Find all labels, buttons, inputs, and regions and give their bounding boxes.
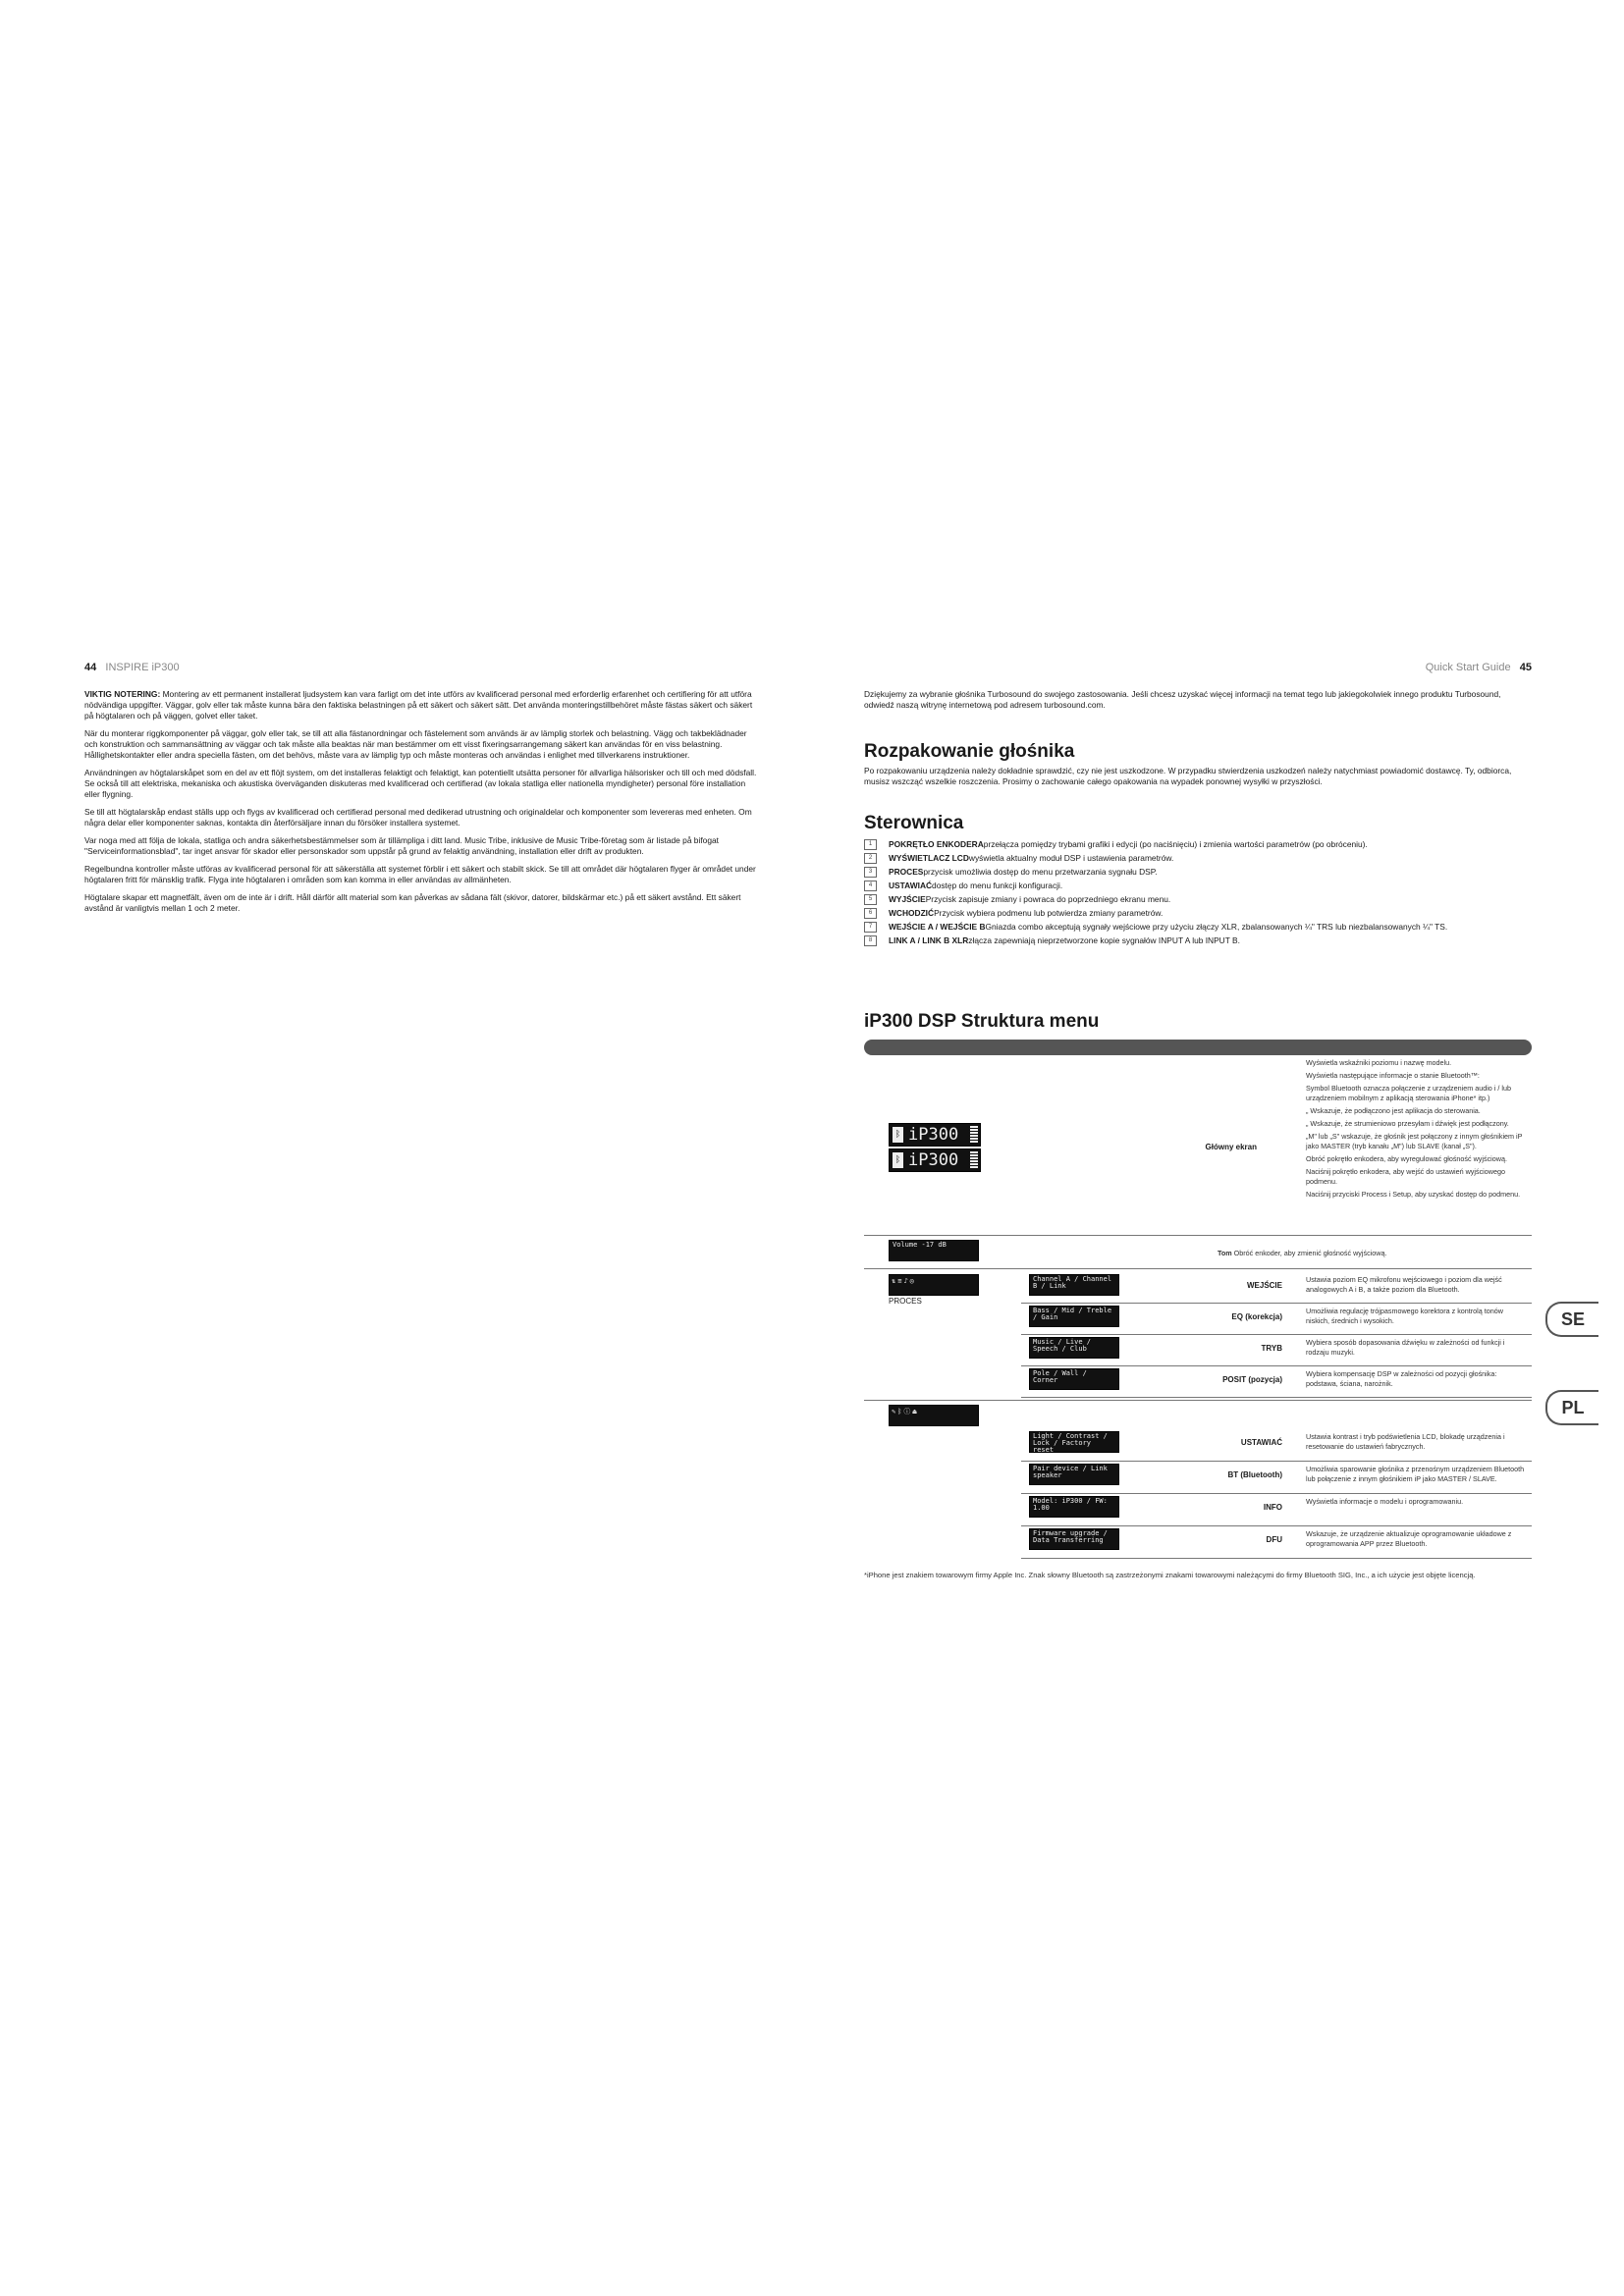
controls-heading: Sterownica: [864, 813, 964, 833]
row-divider: [1021, 1303, 1532, 1304]
submenu-label: DFU: [1266, 1535, 1282, 1544]
controls-list: [864, 837, 1532, 947]
row-divider: [1021, 1365, 1532, 1366]
row-divider: [1021, 1461, 1532, 1462]
bluetooth-icon: ᛒ: [893, 1152, 903, 1168]
submenu-label: EQ (korekcja): [1231, 1312, 1282, 1321]
control-name: USTAWIAĆ: [889, 881, 933, 890]
main-screen-desc-line: Wyświetla wskaźniki poziomu i nazwę modelu.: [1306, 1058, 1452, 1067]
control-name: LINK A / LINK B XLR: [889, 935, 969, 945]
menu-structure-heading: iP300 DSP Struktura menu: [864, 1011, 1100, 1032]
control-item: [864, 906, 1532, 920]
volume-lcd-text: Volume -17 dB: [893, 1241, 947, 1249]
right-page-number: 45: [1519, 662, 1532, 673]
main-screen-desc-line: Obróć pokrętło enkodera, aby wyregulować głośność wyjściową.: [1306, 1154, 1507, 1163]
important-note-label: VIKTIG NOTERING:: [84, 689, 161, 699]
mode-menu-icon: ♪: [903, 1277, 908, 1285]
left-page-number: 44: [84, 662, 97, 673]
control-name: WYJŚCIE: [889, 894, 926, 904]
control-item: [864, 851, 1532, 865]
submenu-lcd: Firmware upgrade / Data Transferring: [1029, 1528, 1119, 1550]
control-item: [864, 837, 1532, 851]
row-divider: [1021, 1525, 1532, 1526]
menu-header-bar: [864, 1040, 1532, 1055]
volume-description: Obróć enkoder, aby zmienić głośność wyjściową.: [1233, 1249, 1387, 1257]
right-guide-title: Quick Start Guide: [1425, 662, 1511, 673]
row-divider: [1021, 1493, 1532, 1494]
language-tab-pl[interactable]: PL: [1545, 1390, 1598, 1425]
control-description: Gniazda combo akceptują sygnały wejściowe przy użyciu złączy XLR, zbalansowanych ¼" TRS lub niezbalansowanych ¼" TS.: [985, 922, 1448, 932]
main-screen-lcd-1: [889, 1123, 981, 1147]
main-screen-model: iP300: [908, 1150, 959, 1170]
submenu-description: Ustawia poziom EQ mikrofonu wejściowego i poziom dla wejść analogowych A i B, a także poziom dla Bluetooth.: [1306, 1275, 1502, 1294]
submenu-label: POSIT (pozycja): [1222, 1375, 1282, 1384]
submenu-label: INFO: [1263, 1503, 1282, 1512]
control-number: 8: [864, 935, 877, 946]
exit-menu-icon: ⏏: [912, 1408, 917, 1415]
bluetooth-menu-icon: ᛒ: [897, 1408, 902, 1415]
control-description: dostęp do menu funkcji konfiguracji.: [932, 881, 1063, 890]
control-number: 6: [864, 908, 877, 919]
submenu-description: Wybiera kompensację DSP w zależności od pozycji głośnika: podstawa, ściana, narożnik.: [1306, 1369, 1497, 1388]
position-menu-icon: ◎: [909, 1277, 914, 1285]
volume-label: Tom: [1218, 1249, 1232, 1257]
submenu-label: WEJŚCIE: [1246, 1281, 1282, 1290]
paragraph-5: Var noga med att följa de lokala, statliga och andra säkerhetsbestämmelser som är tillämpliga i ditt land. Music Tribe, inklusive de Music Tribe-företag som är listade på bifogat "Serviceinformationsblad", tar inget ansvar för skador eller personskador som uppstår på grund av felaktig användning, installation eller drift av produkten.: [84, 835, 719, 856]
row-divider: [1021, 1558, 1532, 1559]
control-description: wyświetla aktualny moduł DSP i ustawienia parametrów.: [968, 853, 1174, 863]
setup-menu-icon: ✎: [892, 1408, 896, 1415]
main-screen-desc-line: Naciśnij pokrętło enkodera, aby wejść do ustawień wyjściowego podmenu.: [1306, 1167, 1505, 1186]
divider: [864, 1400, 1532, 1401]
main-screen-desc-line: Symbol Bluetooth oznacza połączenie z urządzeniem audio i / lub urządzeniem mobilnym z aplikacją sterowania iPhone* itp.): [1306, 1084, 1511, 1102]
submenu-label: BT (Bluetooth): [1227, 1470, 1282, 1479]
unpack-heading: Rozpakowanie głośnika: [864, 741, 1075, 762]
submenu-lcd: Bass / Mid / Treble / Gain: [1029, 1306, 1119, 1327]
paragraph-1: [84, 689, 762, 721]
intro-paragraph: Dziękujemy za wybranie głośnika Turbosound do swojego zastosowania. Jeśli chcesz uzyskać więcej informacji na temat tego lub jakiegokolwiek innego produktu Turbosound, odwiedź naszą witrynę internetową pod adresem turbosound.com.: [864, 689, 1501, 710]
submenu-description: Wyświetla informacje o modelu i oprogramowaniu.: [1306, 1497, 1464, 1506]
submenu-description: Wskazuje, że urządzenie aktualizuje oprogramowanie układowe z oprogramowania APP przez Bluetooth.: [1306, 1529, 1512, 1548]
submenu-lcd: Channel A / Channel B / Link: [1029, 1274, 1119, 1296]
main-screen-model: iP300: [908, 1125, 959, 1145]
row-divider: [1021, 1397, 1532, 1398]
main-screen-desc-line: Wyświetla następujące informacje o stanie Bluetooth™:: [1306, 1071, 1480, 1080]
language-tab-se[interactable]: SE: [1545, 1302, 1598, 1337]
input-menu-icon: ⇅: [892, 1277, 896, 1285]
submenu-description: Umożliwia sparowanie głośnika z przenośnym urządzeniem Bluetooth lub połączenie z innym głośnikiem iP jako MASTER / SLAVE.: [1306, 1465, 1525, 1483]
control-item: [864, 865, 1532, 879]
info-menu-icon: ⓘ: [903, 1408, 911, 1415]
volume-row: [1218, 1249, 1532, 1258]
control-item: [864, 934, 1532, 947]
left-product-name: INSPIRE iP300: [105, 662, 180, 673]
paragraph-3: Användningen av högtalarskåpet som en del av ett flöjt system, om det installeras felaktigt och felaktigt, kan potentiellt utsätta personer för allvarliga hälsorisker och till och med dödsfall. Se också till att elektriska, mekaniska och akustiska överväganden diskuteras med kvalificerad och certifierad (av lokala statliga eller nationella myndigheter) personal före installation eller flygning.: [84, 768, 757, 799]
main-screen-desc-line: „ Wskazuje, że podłączono jest aplikacja do sterowania.: [1306, 1106, 1481, 1115]
control-description: przycisk umożliwia dostęp do menu przetwarzania sygnału DSP.: [923, 867, 1158, 877]
control-description: Przycisk wybiera podmenu lub potwierdza zmiany parametrów.: [934, 908, 1164, 918]
control-name: PROCES: [889, 867, 924, 877]
control-number: 7: [864, 922, 877, 933]
submenu-lcd: Model: iP300 / FW: 1.00: [1029, 1496, 1119, 1518]
submenu-label: TRYB: [1261, 1344, 1282, 1353]
control-item: [864, 892, 1532, 906]
control-description: przełącza pomiędzy trybami grafiki i edycji (po naciśnięciu) i zmienia wartości parametrów (po obróceniu).: [983, 839, 1368, 849]
submenu-label: USTAWIAĆ: [1240, 1438, 1282, 1447]
control-description: złącza zapewniają nieprzetworzone kopie sygnałów INPUT A lub INPUT B.: [968, 935, 1240, 945]
level-meter-icon: [970, 1126, 978, 1144]
right-page-header: [1414, 662, 1532, 673]
control-name: WEJŚCIE A / WEJŚCIE B: [889, 922, 986, 932]
control-number: 4: [864, 881, 877, 891]
divider: [864, 1235, 1532, 1236]
control-name: WYŚWIETLACZ LCD: [889, 853, 969, 863]
process-menu-lcd: [889, 1274, 979, 1296]
submenu-description: Ustawia kontrast i tryb podświetlenia LCD, blokadę urządzenia i resetowanie do ustawień fabrycznych.: [1306, 1432, 1505, 1451]
submenu-lcd: Light / Contrast / Lock / Factory reset: [1029, 1431, 1119, 1453]
control-item: [864, 879, 1532, 892]
main-screen-description: [1306, 1058, 1532, 1202]
eq-menu-icon: ≡: [897, 1277, 902, 1285]
submenu-lcd: Pair device / Link speaker: [1029, 1464, 1119, 1485]
divider: [864, 1268, 1532, 1269]
main-screen-desc-line: „M" lub „S" wskazuje, że głośnik jest połączony z innym głośnikiem iP jako MASTER (tryb kanału „M") lub SLAVE (kanał „S").: [1306, 1132, 1523, 1150]
volume-lcd: [889, 1240, 979, 1261]
control-name: WCHODZIĆ: [889, 908, 935, 918]
control-description: Przycisk zapisuje zmiany i powraca do poprzedniego ekranu menu.: [925, 894, 1171, 904]
bluetooth-icon: ᛒ: [893, 1127, 903, 1143]
left-page-header: [84, 662, 180, 673]
paragraph-6: Regelbundna kontroller måste utföras av kvalificerad personal för att säkerställa att systemet förblir i ett säkert och stabilt skick. Se till att området där högtalaren flyger är området under högtalaren fritt för mänsklig trafik. Flyga inte högtalaren i områden som kan komma in eller användas av allmänheten.: [84, 864, 756, 884]
process-label: PROCES: [889, 1297, 922, 1306]
paragraph-7: Högtalare skapar ett magnetfält, även om de inte är i drift. Håll därför allt material som kan påverkas av sådana fält (skivor, datorer, bildskärmar etc.) på ett säkert avstånd. Ett säkert avstånd är vanligtvis mellan 1 och 2 meter.: [84, 892, 741, 913]
unpack-text: Po rozpakowaniu urządzenia należy dokładnie sprawdzić, czy nie jest uszkodzone. W przypadku stwierdzenia uszkodzeń należy natychmiast powiadomić dostawcę. Ty, odbiorca, musisz wszcząć wszelkie roszczenia. Prosimy o zachowanie całego opakowania na wypadek ponownej wysyłki w przyszłości.: [864, 766, 1512, 786]
setup-menu-lcd: [889, 1405, 979, 1426]
submenu-lcd: Music / Live / Speech / Club: [1029, 1337, 1119, 1359]
control-item: [864, 920, 1532, 934]
submenu-lcd: Pole / Wall / Corner: [1029, 1368, 1119, 1390]
control-number: 2: [864, 853, 877, 864]
main-screen-desc-line: Naciśnij przyciski Process i Setup, aby uzyskać dostęp do podmenu.: [1306, 1190, 1521, 1199]
paragraph-1-text: Montering av ett permanent installerat ljudsystem kan vara farligt om det inte utförs av kvalificerad personal med erforderlig erfarenhet och certifiering för att utföra nödvändiga uppgifter. Väggar, golv eller tak måste kunna bära den faktiska belastningen på ett säkert och säkert sätt. Det använda monteringstillbehöret måste fästas säkert och säkert på högtalaren och på väggen, golvet eller taket.: [84, 689, 753, 721]
main-screen-label: Główny ekran: [1205, 1143, 1257, 1151]
control-number: 3: [864, 867, 877, 878]
main-screen-lcd-2: [889, 1148, 981, 1172]
paragraph-2: När du monterar riggkomponenter på väggar, golv eller tak, se till att alla fästanordningar och fästelement som används är av lämplig storlek och belastning. Vägg och takbeklädnader och konstruktion och sammansättning av väggar och tak måste alla beaktas när man bestämmer om ett visst fixeringsarrangemang säkert kan användas för en viss belastning. Hållighetskontakter eller andra speciella fästen, om det behövs, måste vara av lämplig typ och måste monteras och användas i enlighet med tillverkarens instruktioner.: [84, 728, 747, 760]
footnote: *iPhone jest znakiem towarowym firmy Apple Inc. Znak słowny Bluetooth są zastrzeżonymi znakami towarowymi należącymi do firmy Bluetooth SIG, Inc., a ich użycie jest objęte licencją.: [864, 1571, 1476, 1579]
control-number: 1: [864, 839, 877, 850]
row-divider: [1021, 1334, 1532, 1335]
paragraph-4: Se till att högtalarskåp endast ställs upp och flygs av kvalificerad och certifierad personal med dedikerad utrustning och originaldelar och komponenter som levereras med enheten. Om några delar eller komponenter saknas, kontakta din återförsäljare innan du försöker installera systemet.: [84, 807, 752, 828]
left-text-column: [84, 689, 762, 921]
control-number: 5: [864, 894, 877, 905]
main-screen-desc-line: „ Wskazuje, że strumieniowo przesyłam i dźwięk jest podłączony.: [1306, 1119, 1509, 1128]
level-meter-icon: [970, 1151, 978, 1169]
submenu-description: Wybiera sposób dopasowania dźwięku w zależności od funkcji i rodzaju muzyki.: [1306, 1338, 1505, 1357]
control-name: POKRĘTŁO ENKODERA: [889, 839, 984, 849]
submenu-description: Umożliwia regulację trójpasmowego korektora z kontrolą tonów niskich, średnich i wysokich.: [1306, 1307, 1503, 1325]
